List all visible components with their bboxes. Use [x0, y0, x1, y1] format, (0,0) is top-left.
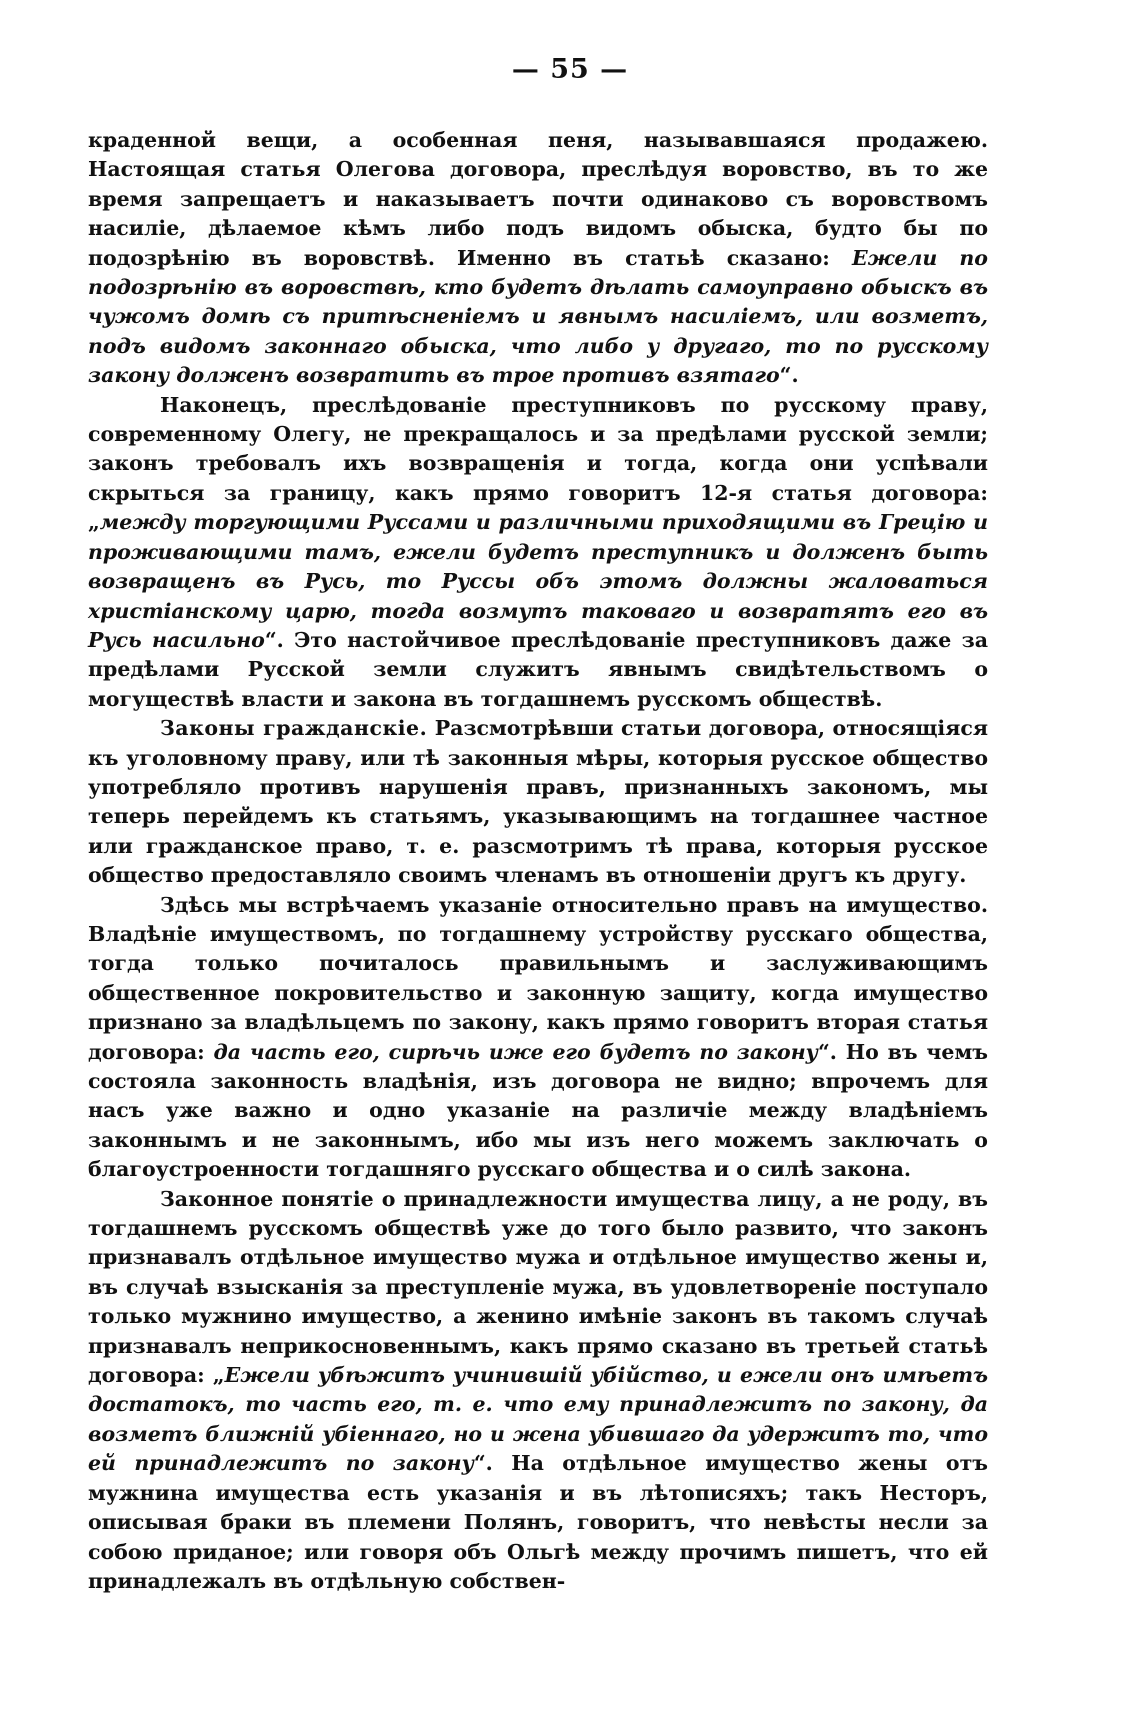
paragraph-5 — [88, 1185, 988, 1597]
paragraph-text: Законное понятіе о принадлежности имущества лицу, а не роду, въ тогдашнемъ русскомъ обществѣ уже до того было развито, что законъ признавалъ отдѣльное имущество мужа и отдѣльное имущество жены и, въ случаѣ взысканія за преступленіе мужа, въ удовлетвореніе поступало только мужнино имущество, а женино имѣніе законъ въ такомъ случаѣ признавалъ неприкосновеннымъ, какъ прямо сказано въ третьей статьѣ договора: „ — [88, 1186, 988, 1388]
paragraph-text: Наконецъ, преслѣдованіе преступниковъ по русскому праву, современному Олегу, не прекращалось и за предѣлами русской земли; законъ требовалъ ихъ возвращенія и тогда, когда они успѣвали скрыться за границу, какъ прямо говоритъ 12-я статья договора: „ — [88, 392, 988, 535]
paragraph-text: “. Это настойчивое преслѣдованіе преступниковъ даже за предѣлами Русской земли служитъ явнымъ свидѣтельствомъ о могуществѣ власти и закона въ тогдашнемъ русскомъ обществѣ. — [88, 627, 988, 711]
paragraph-2 — [88, 391, 988, 714]
quotation-italic: да часть его, сирѣчь иже его будетъ по закону — [213, 1039, 818, 1064]
paragraph-text: Здѣсь мы встрѣчаемъ указаніе относительно правъ на имущество. Владѣніе имуществомъ, по тогдашнему устройству русскаго общества, тогда только почиталось правильнымъ и заслуживающимъ общественное покровительство и законную защиту, когда имущество признано за владѣльцемъ по закону, какъ прямо говоритъ вторая статья договора: — [88, 892, 988, 1064]
quotation-italic: Ежели по подозрѣнію въ воровствѣ, кто будетъ дѣлать самоуправно обыскъ въ чужомъ домѣ съ притѣсненіемъ и явнымъ насиліемъ, или возметъ, подъ видомъ законнаго обыска, что либо у другаго, то по русскому закону долженъ возвратить въ трое противъ взятаго — [88, 245, 988, 388]
body-text — [88, 126, 988, 1596]
paragraph-text: “. — [779, 363, 799, 388]
quotation-italic: Ежели убѣжитъ учинившій убійство, и ежели онъ имѣетъ достатокъ, то часть его, т. е. что ему принадлежитъ по закону, да возметъ ближній убіеннаго, но и жена убившаго да удержитъ то, что ей принадлежитъ по закону — [88, 1363, 988, 1476]
paragraph-3 — [88, 714, 988, 890]
paragraph-text: краденной вещи, а особенная пеня, называвшаяся продажею. Настоящая статья Олегова договора, преслѣдуя воровство, въ то же время запрещаетъ и наказываетъ почти одинаково съ воровствомъ насиліе, дѣлаемое кѣмъ либо подъ видомъ обыска, будто бы по подозрѣнію въ воровствѣ. Именно въ статьѣ сказано: — [88, 128, 988, 270]
paragraph-text: “. Но въ чемъ состояла законность владѣнія, изъ договора не видно; впрочемъ для насъ уже важно и одно указаніе на различіе между владѣніемъ законнымъ и не законнымъ, ибо мы изъ него можемъ заключать о благоустроенности тогдашняго русскаго общества и о силѣ закона. — [88, 1039, 989, 1182]
paragraph-text: “. На отдѣльное имущество жены отъ мужнина имущества есть указанія и въ лѣтописяхъ; такъ Несторъ, описывая браки въ племени Полянъ, говоритъ, что невѣсты несли за собою приданое; или говоря объ Ольгѣ между прочимъ пишетъ, что ей принадлежалъ въ отдѣльную собствен- — [88, 1451, 988, 1593]
paragraph-4 — [88, 891, 988, 1185]
section-heading: Законы гражданскіе. — [160, 716, 428, 741]
paragraph-text: Разсмотрѣвши статьи договора, относящіяся къ уголовному праву, или тѣ законныя мѣры, которыя русское общество употребляло противъ нарушенія правъ, признанныхъ закономъ, мы теперь перейдемъ къ статьямъ, указывающимъ на тогдашнее частное или гражданское право, т. е. разсмотримъ тѣ права, которыя русское общество предоставляло своимъ членамъ въ отношеніи другъ къ другу. — [88, 716, 988, 888]
page-number: — 55 — — [511, 54, 629, 85]
paragraph-1 — [88, 126, 988, 391]
quotation-italic: между торгующими Руссами и различными приходящими въ Грецію и проживающими тамъ, ежели будетъ преступникъ и долженъ быть возвращенъ въ Русь, то Руссы объ этомъ должны жаловаться христіанскому царю, тогда возмутъ таковаго и возвратятъ его въ Русь насильно — [88, 510, 988, 652]
